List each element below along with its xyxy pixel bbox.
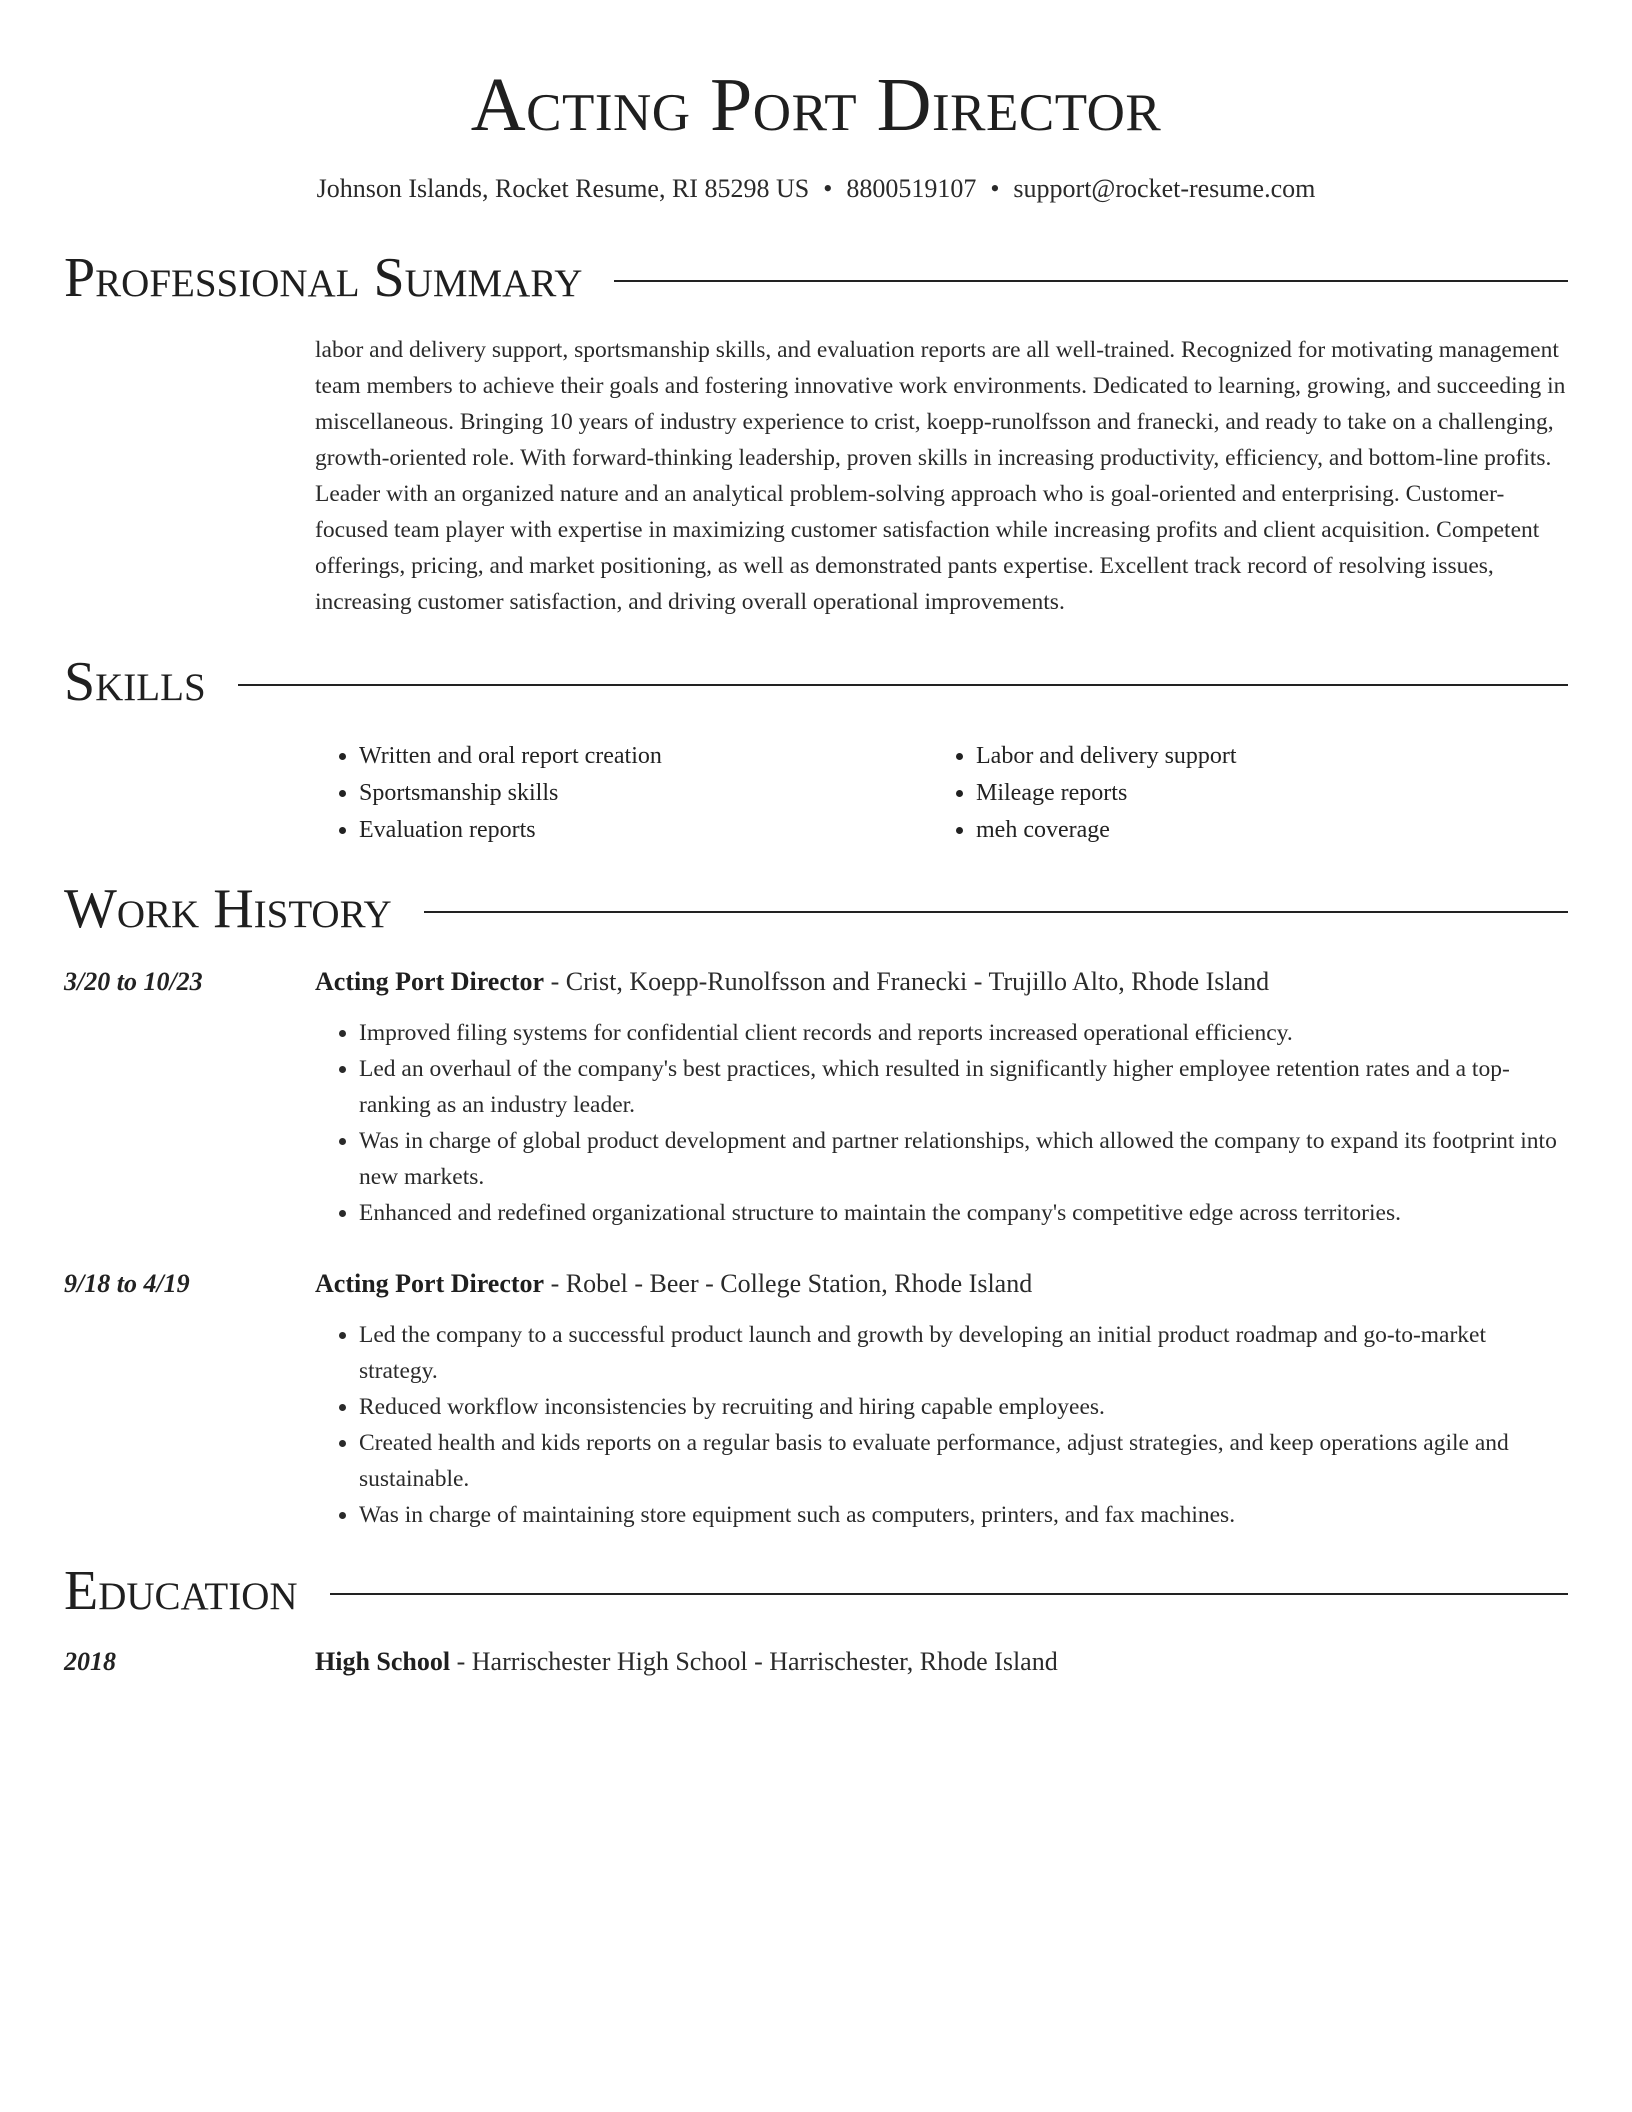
work-entry <box>64 1267 1568 1533</box>
skill-item: • Written and oral report creation <box>359 738 932 775</box>
work-entry <box>64 965 1568 1231</box>
contact-line <box>64 172 1568 206</box>
skill-item: • Sportsmanship skills <box>359 775 932 812</box>
work-bullet: • Improved filing systems for confidential client records and reports increased operational efficiency. <box>359 1015 1568 1051</box>
work-bullet: • Was in charge of maintaining store equipment such as computers, printers, and fax machines. <box>359 1497 1568 1533</box>
work-heading: Work History <box>64 878 392 940</box>
work-bullet: • Reduced workflow inconsistencies by recruiting and hiring capable employees. <box>359 1389 1568 1425</box>
school-details: - Harrischester High School - Harrischester, Rhode Island <box>450 1647 1058 1676</box>
skill-item: • meh coverage <box>976 812 1568 849</box>
contact-separator: • <box>823 174 833 203</box>
work-content <box>315 1267 1568 1533</box>
resume-page <box>64 0 1568 1679</box>
education-heading: Education <box>64 1560 298 1622</box>
work-title-line <box>315 965 1568 999</box>
skills-column-left <box>315 738 932 849</box>
skill-item: • Evaluation reports <box>359 812 932 849</box>
work-section-header <box>64 877 1568 941</box>
work-bullets <box>315 1015 1568 1231</box>
degree: High School <box>315 1647 451 1676</box>
work-bullet: • Created health and kids reports on a regular basis to evaluate performance, adjust strategies, and keep operations agile and sustainable. <box>359 1425 1568 1497</box>
contact-phone: 8800519107 <box>846 174 977 203</box>
skill-item: • Labor and delivery support <box>976 738 1568 775</box>
resume-name: Acting Port Director <box>470 63 1162 147</box>
summary-heading: Professional Summary <box>64 247 583 309</box>
work-bullet: • Led an overhaul of the company's best practices, which resulted in significantly higher employee retention rates and a top-ranking as an industry leader. <box>359 1051 1568 1123</box>
work-bullets <box>315 1317 1568 1533</box>
skills-heading: Skills <box>64 651 206 713</box>
education-title-line <box>315 1645 1568 1679</box>
education-section-header <box>64 1559 1568 1623</box>
skills-section-header <box>64 650 1568 714</box>
job-title: Acting Port Director <box>315 1269 545 1298</box>
education-content <box>315 1645 1568 1679</box>
section-divider <box>424 911 1568 913</box>
skills-column-right <box>932 738 1568 849</box>
work-bullet: • Was in charge of global product development and partner relationships, which allowed the company to expand its footprint into new markets. <box>359 1123 1568 1195</box>
work-dates: 9/18 to 4/19 <box>64 1269 190 1298</box>
work-bullet: • Led the company to a successful product launch and growth by developing an initial product roadmap and go-to-market strategy. <box>359 1317 1568 1389</box>
job-title: Acting Port Director <box>315 967 545 996</box>
education-year: 2018 <box>64 1647 116 1676</box>
contact-email: support@rocket-resume.com <box>1013 174 1316 203</box>
job-details: - Robel - Beer - College Station, Rhode Island <box>544 1269 1033 1298</box>
contact-address: Johnson Islands, Rocket Resume, RI 85298 US <box>316 174 810 203</box>
work-dates: 3/20 to 10/23 <box>64 967 203 996</box>
section-divider <box>614 280 1568 282</box>
summary-text: labor and delivery support, sportsmanship skills, and evaluation reports are all well-trained. Recognized for motivating management team members to achieve their goals and fostering innovative work environments. Dedicated to learning, growing, and succeeding in miscellaneous. Bringing 10 years of industry experience to crist, koepp-runolfsson and franecki, and ready to take on a challenging, growth-oriented role. With forward-thinking leadership, proven skills in increasing productivity, efficiency, and bottom-line profits. Leader with an organized nature and an analytical problem-solving approach who is goal-oriented and enterprising. Customer-focused team player with expertise in maximizing customer satisfaction while increasing profits and client acquisition. Competent offerings, pricing, and market positioning, as well as demonstrated pants expertise. Excellent track record of resolving issues, increasing customer satisfaction, and driving overall operational improvements. <box>315 337 1566 615</box>
section-divider <box>238 684 1568 686</box>
skill-item: • Mileage reports <box>976 775 1568 812</box>
work-title-line <box>315 1267 1568 1301</box>
contact-separator: • <box>990 174 1000 203</box>
job-details: - Crist, Koepp-Runolfsson and Franecki - Trujillo Alto, Rhode Island <box>544 967 1270 996</box>
work-bullet: • Enhanced and redefined organizational structure to maintain the company's competitive edge across territories. <box>359 1195 1568 1231</box>
section-divider <box>330 1593 1568 1595</box>
education-entry <box>64 1645 1568 1679</box>
work-content <box>315 965 1568 1231</box>
skills-list <box>315 738 1568 849</box>
summary-section-header <box>64 246 1568 310</box>
